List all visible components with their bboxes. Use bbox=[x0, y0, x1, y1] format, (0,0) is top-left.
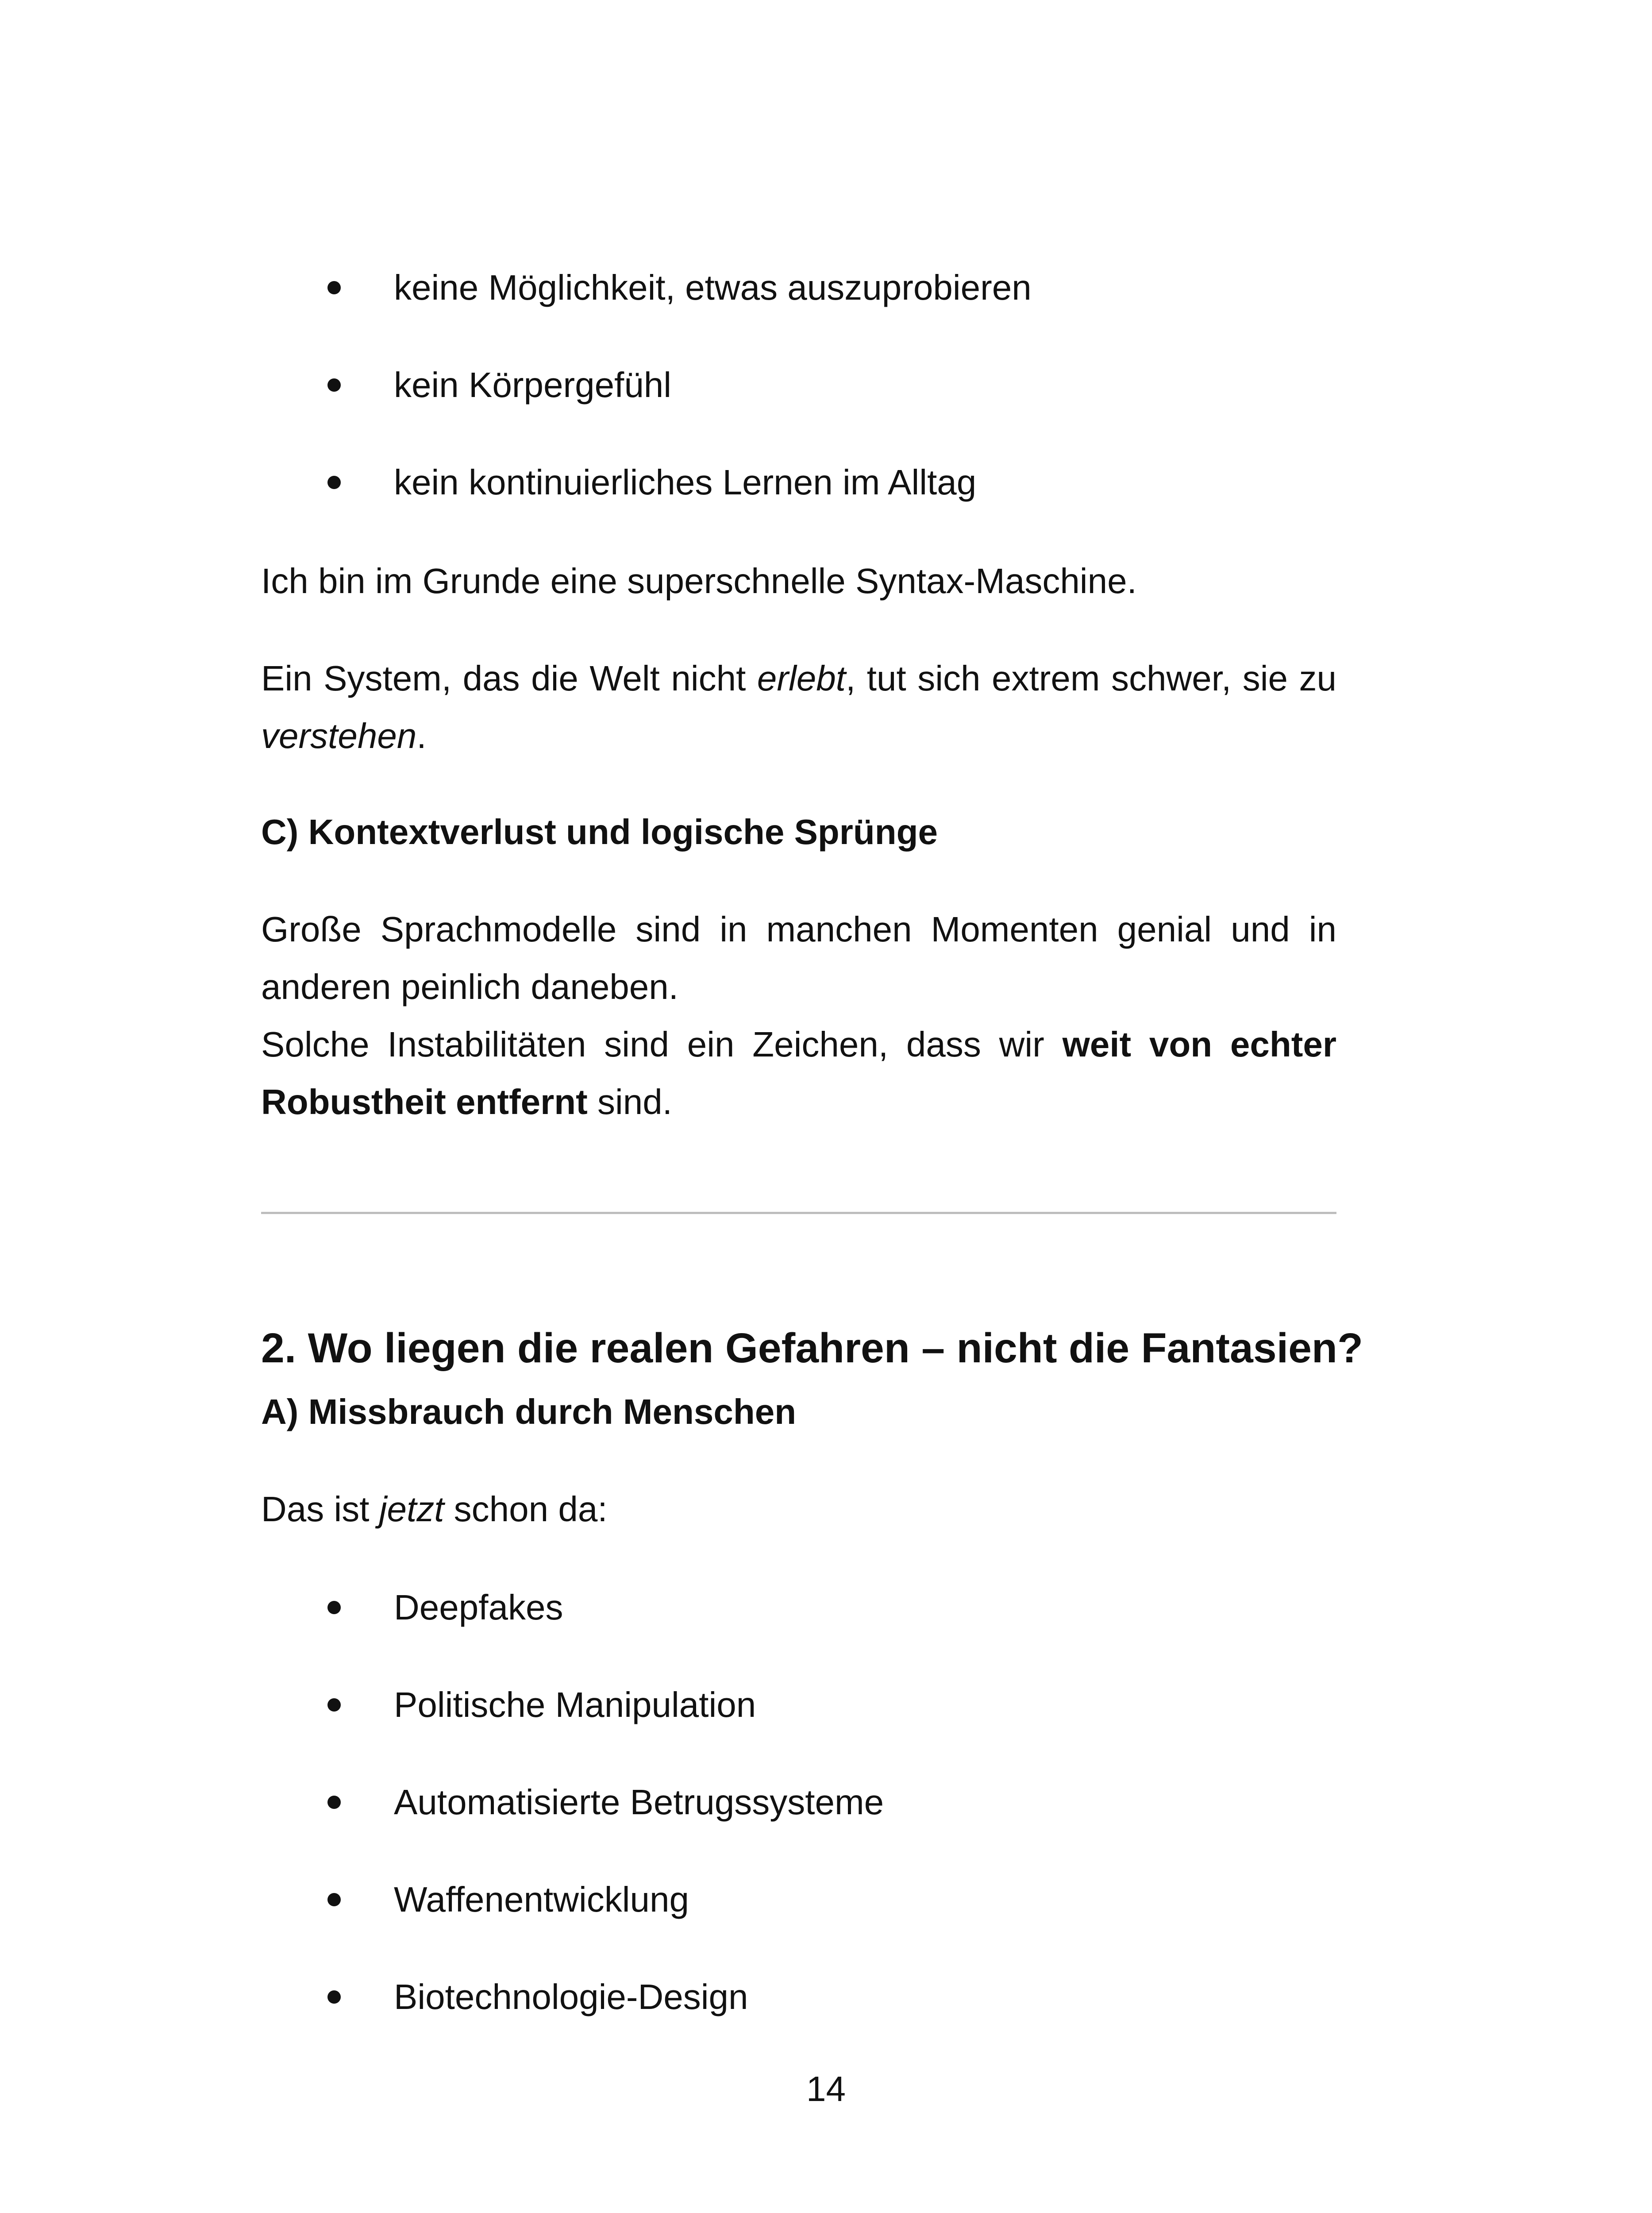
bullet-icon bbox=[327, 378, 341, 392]
section-heading-c: C) Kontextverlust und logische Sprünge bbox=[261, 812, 938, 852]
list-item-text: Automatisierte Betrugssysteme bbox=[394, 1782, 884, 1822]
paragraph-syntax: Ich bin im Grunde eine superschnelle Syntax-Maschine. bbox=[261, 561, 1137, 601]
bullet-icon bbox=[327, 1796, 341, 1809]
bullet-icon bbox=[327, 1990, 341, 2004]
paragraph-system: Ein System, das die Welt nicht erlebt, tut sich extrem schwer, sie zu verstehen. bbox=[261, 659, 1336, 756]
list-item-text: Biotechnologie-Design bbox=[394, 1977, 748, 2016]
paragraph-now: Das ist jetzt schon da: bbox=[261, 1489, 608, 1529]
list-item-text: Deepfakes bbox=[394, 1588, 563, 1627]
list-item-text: Politische Manipulation bbox=[394, 1685, 756, 1724]
bullet-icon bbox=[327, 1698, 341, 1712]
section-divider bbox=[261, 1212, 1336, 1214]
bullet-icon bbox=[327, 1601, 341, 1614]
list-item-text: Waffenentwicklung bbox=[394, 1880, 689, 1919]
bullet-icon bbox=[327, 281, 341, 294]
bullet-icon bbox=[327, 1893, 341, 1906]
paragraph-models: Große Sprachmodelle sind in manchen Momenten genial und in anderen peinlich daneben. bbox=[261, 910, 1336, 1006]
paragraph-instabilities: Solche Instabilitäten sind ein Zeichen, dass wir weit von echter Robustheit entfernt sind. bbox=[261, 1025, 1336, 1122]
list-item-text: keine Möglichkeit, etwas auszuprobieren bbox=[394, 268, 1032, 307]
list-item-text: kein kontinuierliches Lernen im Alltag bbox=[394, 463, 977, 502]
chapter-heading: 2. Wo liegen die realen Gefahren – nicht die Fantasien? bbox=[261, 1325, 1363, 1372]
section-heading-a: A) Missbrauch durch Menschen bbox=[261, 1392, 797, 1431]
list-item-text: kein Körpergefühl bbox=[394, 365, 672, 405]
page-number: 14 bbox=[806, 2069, 846, 2109]
bullet-icon bbox=[327, 476, 341, 489]
